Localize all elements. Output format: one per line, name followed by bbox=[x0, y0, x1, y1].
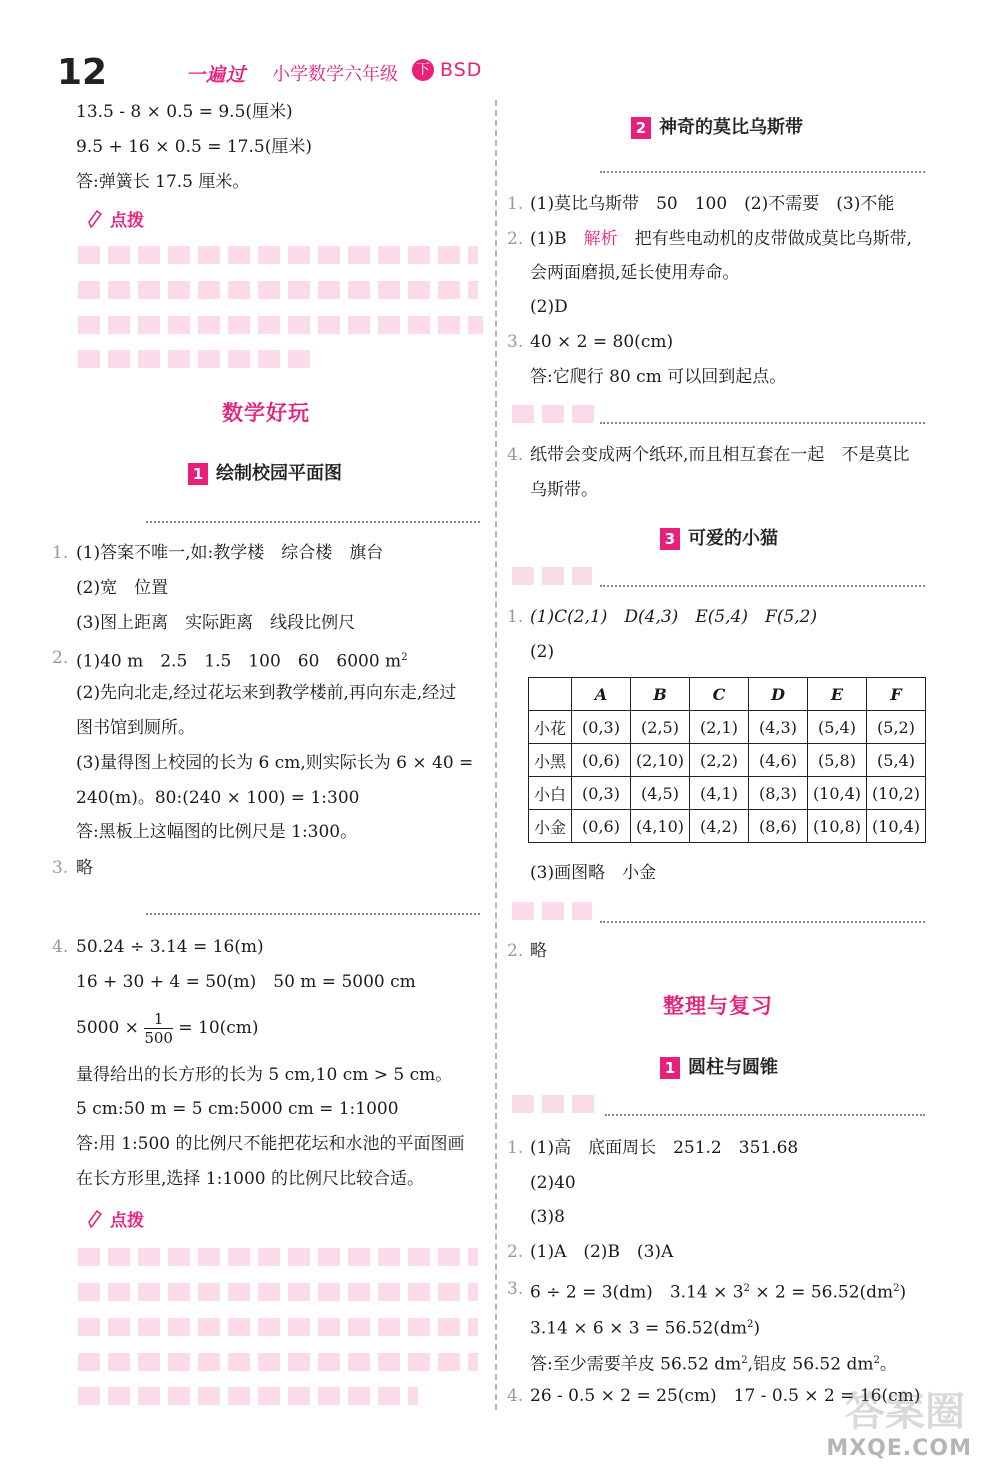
dotted-separator bbox=[146, 913, 480, 915]
answer-line: 答:黑板上这幅图的比例尺是 1:300。 bbox=[76, 822, 358, 842]
table-row bbox=[529, 810, 926, 843]
faded-tip-line bbox=[78, 1353, 478, 1371]
dotted-separator bbox=[146, 521, 480, 523]
table-header-cell: C bbox=[690, 678, 749, 711]
table-header-row bbox=[529, 678, 926, 711]
table-header-cell: E bbox=[808, 678, 867, 711]
section-title-math-fun: 数学好玩 bbox=[222, 401, 310, 425]
lesson-title: 绘制校园平面图 bbox=[216, 463, 342, 484]
faded-tip-line bbox=[78, 1387, 418, 1405]
table-cell: (5,4) bbox=[808, 711, 867, 744]
answer-line: (1)答案不唯一,如:教学楼 综合楼 旗台 bbox=[76, 543, 384, 563]
answer-line: 5 cm:50 m = 5 cm:5000 cm = 1:1000 bbox=[76, 1099, 399, 1119]
table-cell: (2,2) bbox=[690, 744, 749, 777]
subject-title: 小学数学六年级 bbox=[272, 64, 398, 85]
faded-tip-line bbox=[78, 350, 318, 368]
faded-tip-line bbox=[78, 1248, 478, 1266]
spring-answer: 答:弹簧长 17.5 厘米。 bbox=[76, 172, 250, 192]
answer-line: (1)40 m 2.5 1.5 100 60 6000 $m^2$ bbox=[76, 651, 408, 672]
table-cell: (10,8) bbox=[808, 810, 867, 843]
watermark-logo: 答案圈 bbox=[845, 1389, 965, 1435]
answer-line: (3)量得图上校园的长为 6 cm,则实际长为 6 × 40 = bbox=[76, 753, 474, 773]
table-cell: (2,1) bbox=[690, 711, 749, 744]
table-cell: (4,2) bbox=[690, 810, 749, 843]
table-cell: (8,3) bbox=[749, 777, 808, 810]
section-title-review: 整理与复习 bbox=[663, 994, 773, 1018]
answer-line: (1)B 解析 把有些电动机的皮带做成莫比乌斯带, bbox=[530, 229, 912, 249]
answer-line: 图书馆到厕所。 bbox=[76, 718, 195, 738]
table-header-cell bbox=[529, 678, 572, 711]
faded-tip-line bbox=[78, 281, 478, 299]
table-header-cell: F bbox=[867, 678, 926, 711]
table-cell: (4,1) bbox=[690, 777, 749, 810]
lesson-title: 圆柱与圆锥 bbox=[688, 1057, 778, 1078]
dotted-separator bbox=[605, 1114, 925, 1116]
faded-tip-line bbox=[78, 316, 483, 334]
page-number: 12 bbox=[57, 52, 108, 93]
table-cell: 小金 bbox=[529, 810, 572, 843]
question-number: 2. bbox=[52, 648, 69, 668]
dotted-separator bbox=[600, 422, 925, 424]
table-header-cell: D bbox=[749, 678, 808, 711]
answer-line: 乌斯带。 bbox=[530, 480, 598, 500]
tip-heading-2 bbox=[88, 1206, 144, 1231]
pencil-icon bbox=[88, 1210, 102, 1228]
question-number: 3. bbox=[507, 1279, 524, 1299]
fraction-equation: 5000 × $\frac{1}{500}$ = 10(cm) bbox=[76, 1010, 259, 1047]
question-number: 4. bbox=[52, 937, 69, 957]
answer-line: 16 + 30 + 4 = 50(m) 50 m = 5000 cm bbox=[76, 972, 416, 992]
table-header-cell: B bbox=[631, 678, 690, 711]
tip-heading-1 bbox=[88, 206, 144, 231]
brand-logo: 一遍过 bbox=[186, 64, 247, 86]
answer-line: (3)8 bbox=[530, 1207, 565, 1227]
answer-line: (2)D bbox=[530, 297, 568, 317]
table-cell: (2,10) bbox=[631, 744, 690, 777]
dotted-separator bbox=[600, 921, 925, 923]
watermark-url: MXQE.COM bbox=[826, 1436, 972, 1461]
question-number: 1. bbox=[507, 607, 524, 627]
question-number: 1. bbox=[507, 1138, 524, 1158]
faded-label bbox=[512, 567, 592, 585]
table-cell: (5,2) bbox=[867, 711, 926, 744]
table-cell: (10,2) bbox=[867, 777, 926, 810]
table-row bbox=[529, 711, 926, 744]
lesson-heading-cat bbox=[660, 524, 778, 550]
volume-badge: 下 bbox=[412, 59, 434, 81]
spring-line-1: 13.5 - 8 × 0.5 = 9.5(厘米) bbox=[76, 102, 293, 122]
table-cell: (0,3) bbox=[572, 777, 631, 810]
faded-tip-line bbox=[78, 1318, 478, 1336]
answer-line: 纸带会变成两个纸环,而且相互套在一起 不是莫比 bbox=[530, 445, 910, 465]
answer-line: (2)宽 位置 bbox=[76, 578, 169, 598]
question-number: 1. bbox=[507, 194, 524, 214]
answer-line: 会两面磨损,延长使用寿命。 bbox=[530, 263, 740, 283]
question-number: 2. bbox=[507, 941, 524, 961]
dotted-separator bbox=[600, 171, 925, 173]
lesson-title: 可爱的小猫 bbox=[688, 528, 778, 549]
table-cell: 小黑 bbox=[529, 744, 572, 777]
tip-label: 点拨 bbox=[110, 1211, 144, 1231]
question-number: 1. bbox=[52, 543, 69, 563]
answer-line: (3)图上距离 实际距离 线段比例尺 bbox=[76, 613, 356, 633]
lesson-title: 神奇的莫比乌斯带 bbox=[659, 117, 803, 138]
table-cell: (2,5) bbox=[631, 711, 690, 744]
faded-tip-line bbox=[78, 246, 478, 264]
faded-label bbox=[512, 1095, 602, 1113]
answer-line: 量得给出的长方形的长为 5 cm,10 cm > 5 cm。 bbox=[76, 1065, 453, 1085]
question-number: 3. bbox=[507, 332, 524, 352]
table-cell: (4,6) bbox=[749, 744, 808, 777]
table-cell: 小花 bbox=[529, 711, 572, 744]
table-cell: (5,8) bbox=[808, 744, 867, 777]
table-row bbox=[529, 744, 926, 777]
analysis-label: 解析 bbox=[583, 229, 618, 249]
lesson-heading-cylinder bbox=[660, 1053, 778, 1079]
lesson-number: 1 bbox=[660, 1057, 680, 1079]
faded-tip-line bbox=[78, 1283, 478, 1301]
column-divider bbox=[495, 100, 497, 1410]
answer-line: 答:用 1:500 的比例尺不能把花坛和水池的平面图画 bbox=[76, 1134, 465, 1154]
question-number: 2. bbox=[507, 1242, 524, 1262]
lesson-number: 2 bbox=[631, 117, 651, 139]
table-cell: (0,6) bbox=[572, 810, 631, 843]
answer-line: 略 bbox=[76, 858, 93, 878]
question-number: 3. bbox=[52, 858, 69, 878]
answer-line: 240(m)。80:(240 × 100) = 1:300 bbox=[76, 788, 360, 808]
answer-line: (1)C(2,1) D(4,3) E(5,4) F(5,2) bbox=[530, 607, 818, 627]
answer-line: (1)A (2)B (3)A bbox=[530, 1242, 674, 1262]
answer-line: 26 - 0.5 × 2 = 25(cm) 17 - 0.5 × 2 = 16(cm) bbox=[530, 1386, 921, 1406]
answer-line: (1)莫比乌斯带 50 100 (2)不需要 (3)不能 bbox=[530, 194, 895, 214]
question-number: 2. bbox=[507, 229, 524, 249]
table-cell: (0,6) bbox=[572, 744, 631, 777]
lesson-number: 3 bbox=[660, 528, 680, 550]
answer-line: 6 ÷ 2 = 3(dm) $3.14 \times 3^2 \times 2 = 56.52(dm^2)$ bbox=[530, 1282, 907, 1303]
answer-line: 答:它爬行 80 cm 可以回到起点。 bbox=[530, 367, 787, 387]
table-cell: (10,4) bbox=[808, 777, 867, 810]
answer-line: (2)40 bbox=[530, 1173, 576, 1193]
answer-line: (2) bbox=[530, 642, 555, 662]
tip-label: 点拨 bbox=[110, 211, 144, 231]
answer-line: 在长方形里,选择 1:1000 的比例尺比较合适。 bbox=[76, 1169, 425, 1189]
lesson-number: 1 bbox=[188, 463, 208, 485]
table-row bbox=[529, 777, 926, 810]
table-header-cell: A bbox=[572, 678, 631, 711]
lesson-heading-campus-map bbox=[188, 459, 342, 485]
faded-label bbox=[512, 902, 592, 920]
question-number: 4. bbox=[507, 445, 524, 465]
table-cell: (4,5) bbox=[631, 777, 690, 810]
spring-line-2: 9.5 + 16 × 0.5 = 17.5(厘米) bbox=[76, 137, 312, 157]
pencil-icon bbox=[88, 210, 102, 228]
table-cell: (10,4) bbox=[867, 810, 926, 843]
lesson-heading-mobius bbox=[631, 113, 803, 139]
table-cell: (0,3) bbox=[572, 711, 631, 744]
faded-label bbox=[512, 405, 597, 423]
answer-line: (3)画图略 小金 bbox=[530, 863, 657, 883]
table-cell: (4,10) bbox=[631, 810, 690, 843]
table-cell: (5,4) bbox=[867, 744, 926, 777]
answer-line: 40 × 2 = 80(cm) bbox=[530, 332, 674, 352]
answer-line: (1)高 底面周长 251.2 351.68 bbox=[530, 1138, 799, 1158]
answer-line: $3.14 \times 6 \times 3 = 56.52(dm^2)$ bbox=[530, 1318, 760, 1339]
fraction: $\frac{1}{500}$ bbox=[144, 1010, 173, 1047]
answer-line: 50.24 ÷ 3.14 = 16(m) bbox=[76, 937, 264, 957]
dotted-separator bbox=[600, 585, 925, 587]
answer-line: (2)先向北走,经过花坛来到教学楼前,再向东走,经过 bbox=[76, 683, 457, 703]
edition-label: BSD bbox=[440, 59, 483, 81]
answer-line: 答:至少需要羊皮 56.52 $dm^2$,铝皮 56.52 $dm^2$。 bbox=[530, 1354, 897, 1375]
table-cell: (4,3) bbox=[749, 711, 808, 744]
question-number: 4. bbox=[507, 1386, 524, 1406]
table-cell: (8,6) bbox=[749, 810, 808, 843]
coordinate-table bbox=[528, 677, 926, 843]
answer-line: 略 bbox=[530, 941, 547, 961]
table-cell: 小白 bbox=[529, 777, 572, 810]
